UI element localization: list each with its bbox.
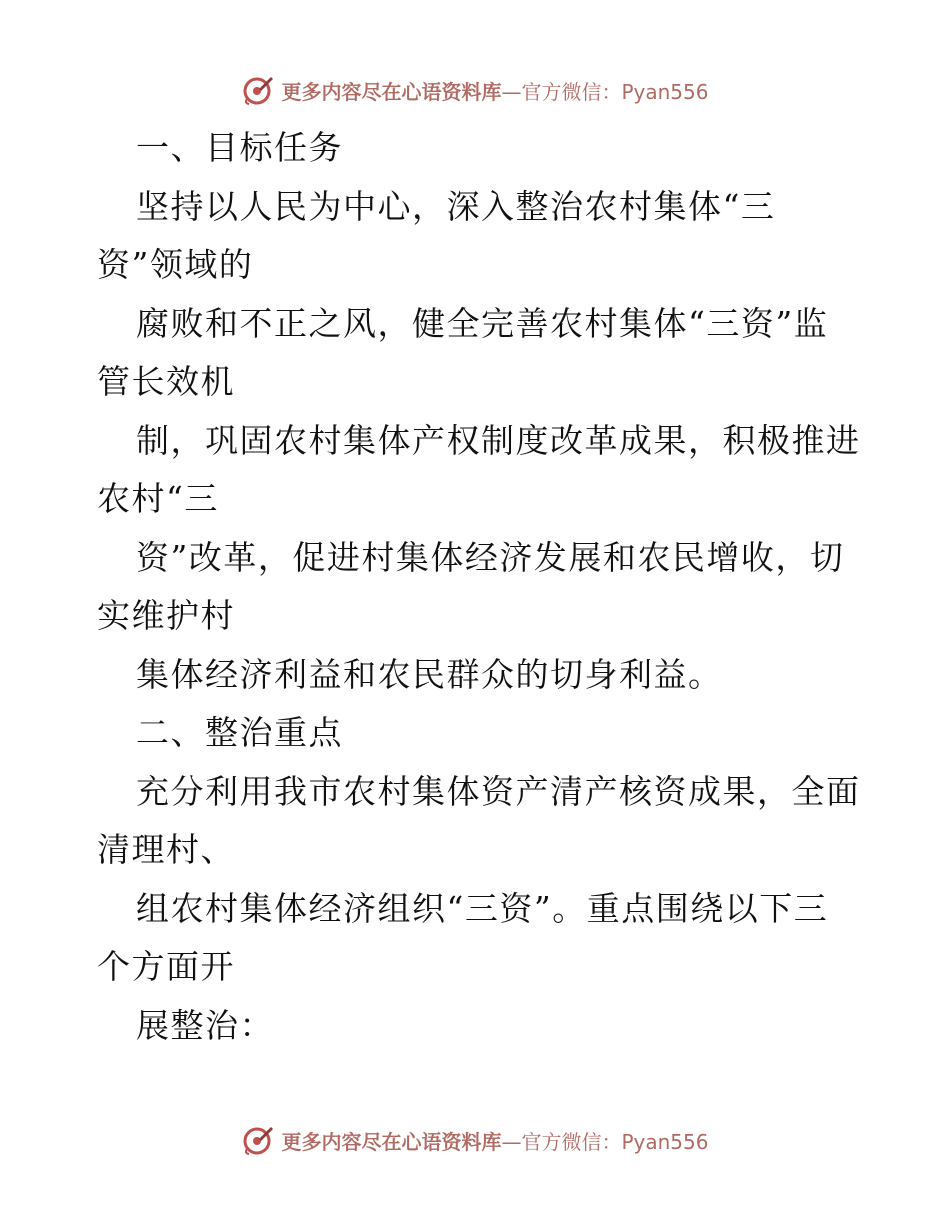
watermark-contact: 官方微信：Pyan556 [521, 79, 709, 104]
doc-line: 个方面开 [97, 947, 235, 986]
watermark-contact: 官方微信：Pyan556 [521, 1129, 709, 1154]
doc-line: 制，巩固农村集体产权制度改革成果，积极推进 [136, 420, 861, 460]
watermark-brand: 更多内容尽在心语资料库 [281, 1129, 502, 1154]
watermark-brand: 更多内容尽在心语资料库 [281, 79, 502, 104]
watermark-header [0, 70, 950, 110]
doc-line: 充分利用我市农村集体资产清产核资成果，全面 [136, 771, 861, 811]
doc-line: 腐败和不正之风，健全完善农村集体“三资”监 [136, 303, 829, 343]
doc-line: 资”改革，促进村集体经济发展和农民增收，切 [136, 537, 845, 577]
doc-line: 实维护村 [97, 596, 235, 635]
doc-line: 集体经济利益和农民群众的切身利益。 [136, 654, 723, 694]
watermark-text [281, 1126, 708, 1155]
doc-line: 展整治： [136, 1005, 274, 1045]
document-body [97, 119, 861, 1055]
doc-line: 坚持以人民为中心，深入整治农村集体“三 [136, 186, 776, 226]
doc-line: 一、目标任务 [136, 128, 343, 167]
watermark-dash: — [501, 1129, 522, 1154]
doc-line: 二、整治重点 [136, 713, 343, 752]
pen-circle-logo-icon [241, 73, 275, 107]
watermark-footer-inner [241, 1123, 708, 1157]
doc-line: 清理村、 [97, 830, 235, 869]
doc-line: 农村“三 [97, 479, 219, 518]
pen-circle-logo-icon [241, 1123, 275, 1157]
watermark-header-inner [241, 73, 708, 107]
watermark-dash: — [501, 79, 522, 104]
doc-line: 组农村集体经济组织“三资”。重点围绕以下三 [136, 888, 829, 928]
watermark-text [281, 76, 708, 105]
watermark-footer [0, 1120, 950, 1160]
doc-line: 管长效机 [97, 362, 235, 401]
doc-line: 资”领域的 [97, 245, 254, 284]
